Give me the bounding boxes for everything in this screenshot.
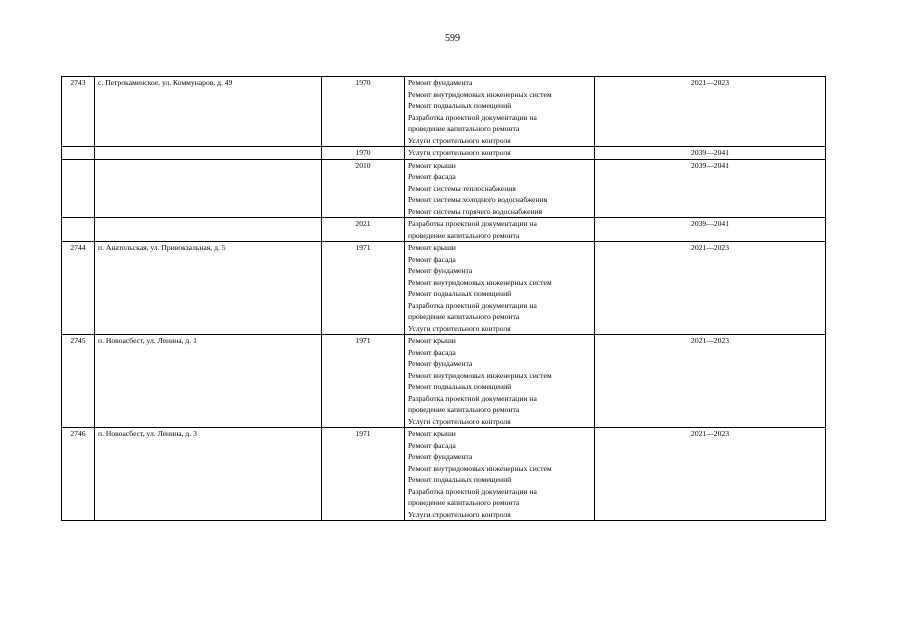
work-item: Ремонт внутридомовых инженерных систем: [408, 463, 552, 473]
year-cell: 2021: [322, 218, 405, 242]
work-item: Ремонт системы холодного водоснабжения: [408, 195, 548, 204]
house-number-cell: 2743: [62, 77, 95, 147]
period-cell: 2021—2023: [595, 428, 826, 521]
period-cell: 2039—2041: [595, 159, 826, 218]
work-item: Ремонт крыши: [408, 336, 456, 345]
work-item: Услуги строительного контроля: [408, 416, 511, 426]
work-item: Ремонт фундамента: [408, 266, 473, 275]
house-number-cell: [62, 218, 95, 242]
year-cell: 1971: [322, 242, 405, 335]
work-item: Ремонт крыши: [408, 243, 456, 252]
work-item: Разработка проектной документации на: [408, 486, 537, 496]
work-item: Ремонт подвальных помещений: [408, 101, 512, 110]
period-cell: 2021—2023: [595, 335, 826, 428]
period-cell: 2039—2041: [595, 147, 826, 160]
address-cell: п. Новоасбест, ул. Ленина, д. 1: [95, 335, 322, 428]
address-cell: [95, 159, 322, 218]
work-item: Ремонт фасада: [408, 172, 456, 181]
work-item: Ремонт крыши: [408, 429, 456, 438]
works-cell: [405, 428, 595, 521]
work-item: Ремонт подвальных помещений: [408, 475, 512, 484]
work-item: Ремонт внутридомовых инженерных систем: [408, 277, 552, 287]
table-row: [62, 147, 826, 160]
work-item: Услуги строительного контроля: [408, 323, 511, 333]
house-number-cell: 2745: [62, 335, 95, 428]
works-cell: [405, 335, 595, 428]
work-item: проведение капитального ремонта: [408, 405, 520, 414]
address-cell: [95, 147, 322, 160]
work-item: проведение капитального ремонта: [408, 230, 520, 240]
page-number: 599: [445, 33, 460, 44]
work-item: Услуги строительного контроля: [408, 148, 511, 157]
work-item: Ремонт системы теплоснабжения: [408, 183, 516, 193]
work-item: проведение капитального ремонта: [408, 312, 520, 321]
year-cell: 2010: [322, 159, 405, 218]
table-body: [62, 77, 826, 521]
work-item: Разработка проектной документации на: [408, 112, 537, 122]
table-row: [62, 242, 826, 335]
period-cell: 2021—2023: [595, 77, 826, 147]
work-item: Ремонт фасада: [408, 254, 456, 264]
house-number-cell: 2744: [62, 242, 95, 335]
table-row: [62, 335, 826, 428]
work-item: Ремонт фундамента: [408, 78, 473, 87]
address-cell: п. Анатольская, ул. Привокзальная, д. 5: [95, 242, 322, 335]
period-cell: 2039—2041: [595, 218, 826, 242]
work-item: Ремонт внутридомовых инженерных систем: [408, 370, 552, 380]
address-cell: [95, 218, 322, 242]
work-item: Разработка проектной документации на: [408, 219, 537, 228]
year-cell: 1971: [322, 428, 405, 521]
house-number-cell: [62, 147, 95, 160]
work-item: Ремонт фасада: [408, 440, 456, 450]
repair-schedule-table: [61, 76, 826, 521]
year-cell: 1970: [322, 147, 405, 160]
work-item: Ремонт системы горячего водоснабжения: [408, 206, 543, 216]
year-cell: 1970: [322, 77, 405, 147]
table-row: [62, 428, 826, 521]
work-item: Услуги строительного контроля: [408, 135, 511, 145]
work-item: Ремонт фасада: [408, 347, 456, 357]
work-item: Ремонт крыши: [408, 160, 456, 170]
work-item: Разработка проектной документации на: [408, 300, 537, 310]
work-item: Ремонт подвальных помещений: [408, 289, 512, 298]
work-item: проведение капитального ремонта: [408, 124, 520, 133]
work-item: Услуги строительного контроля: [408, 509, 511, 519]
work-item: Ремонт внутридомовых инженерных систем: [408, 89, 552, 99]
year-cell: 1971: [322, 335, 405, 428]
work-item: Ремонт подвальных помещений: [408, 382, 512, 391]
work-item: проведение капитального ремонта: [408, 498, 520, 507]
address-cell: п. Новоасбест, ул. Ленина, д. 3: [95, 428, 322, 521]
works-cell: [405, 159, 595, 218]
table-row: [62, 77, 826, 147]
period-cell: 2021—2023: [595, 242, 826, 335]
address-cell: с. Петрокаменское, ул. Коммунаров, д. 49: [95, 77, 322, 147]
house-number-cell: 2746: [62, 428, 95, 521]
work-item: Ремонт фундамента: [408, 359, 473, 368]
table-row: [62, 159, 826, 218]
house-number-cell: [62, 159, 95, 218]
table-row: [62, 218, 826, 242]
work-item: Ремонт фундамента: [408, 452, 473, 461]
works-cell: [405, 242, 595, 335]
works-cell: [405, 147, 595, 160]
works-cell: [405, 218, 595, 242]
work-item: Разработка проектной документации на: [408, 393, 537, 403]
works-cell: [405, 77, 595, 147]
